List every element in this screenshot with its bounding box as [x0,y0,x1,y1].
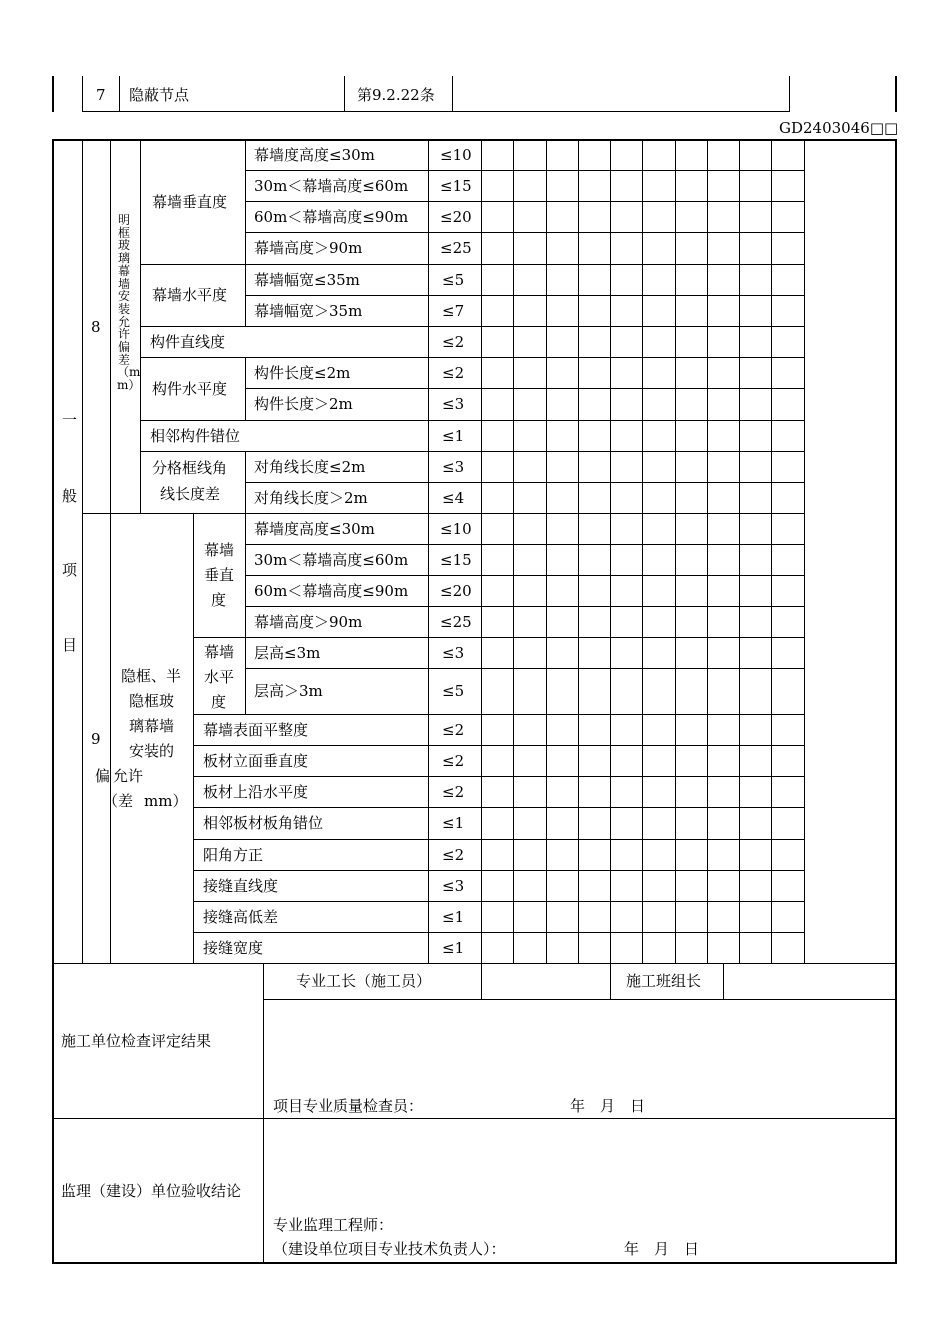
group-label-line: 分格框线角 [152,459,228,477]
limit: ≤2 [442,783,465,801]
item-9-title-line: 隐框玻 [129,692,175,710]
limit: ≤1 [442,908,465,926]
limit: ≤2 [442,752,465,770]
condition: 幕墙高度＞90m [254,613,363,631]
date-line: 年 月 日 [570,1097,646,1115]
group-label-line: 度 [211,591,227,609]
group-label-line: 线长度差 [160,485,221,503]
limit: ≤1 [442,814,465,832]
group-label: 相邻板材板角错位 [203,814,324,832]
limit: ≤1 [442,427,465,445]
team-leader-label: 施工班组长 [626,972,702,990]
limit: ≤10 [440,146,472,164]
limit: ≤3 [442,458,465,476]
condition: 层高≤3m [254,644,321,662]
top-row-item: 隐蔽节点 [129,86,190,104]
item-9-title-line: （差 [103,792,134,810]
group-label-line: 幕墙 [204,643,235,661]
item-9-title-line: 偏 [95,767,111,785]
category-char: 一 [62,411,78,429]
top-row-clause: 第9.2.22条 [357,86,435,104]
item-9-title-line: mm） [144,792,188,810]
group-label-line: 水平 [204,668,235,686]
condition: 幕墙度高度≤30m [254,520,375,538]
limit: ≤2 [442,721,465,739]
quality-inspector-label: 项目专业质量检查员： [273,1097,424,1115]
limit: ≤3 [442,644,465,662]
limit: ≤15 [440,551,472,569]
item-9-title-line: 允许 [113,767,144,785]
group-label-line: 幕墙 [204,541,235,559]
group-label: 接缝直线度 [203,877,279,895]
group-label-line: 垂直 [204,566,235,584]
condition: 幕墙度高度≤30m [254,146,375,164]
limit: ≤1 [442,939,465,957]
date-line: 年 月 日 [624,1240,700,1258]
limit: ≤2 [442,364,465,382]
group-label: 板材上沿水平度 [203,783,309,801]
limit: ≤20 [440,582,472,600]
condition: 层高＞3m [254,682,323,700]
group-label: 幕墙垂直度 [152,193,228,211]
condition: 幕墙幅宽＞35m [254,302,363,320]
owner-tech-label: （建设单位项目专业技术负责人）： [273,1240,506,1258]
condition: 30m＜幕墙高度≤60m [254,177,409,195]
limit: ≤10 [440,520,472,538]
condition: 60m＜幕墙高度≤90m [254,208,409,226]
limit: ≤5 [442,682,465,700]
limit: ≤20 [440,208,472,226]
supervising-engineer-label: 专业监理工程师： [273,1216,394,1234]
limit: ≤2 [442,333,465,351]
group-label: 板材立面垂直度 [203,752,309,770]
group-label: 接缝高低差 [203,908,279,926]
condition: 60m＜幕墙高度≤90m [254,582,409,600]
condition: 对角线长度≤2m [254,458,366,476]
group-label: 相邻构件错位 [150,427,241,445]
supervision-conclusion-label: 监理（建设）单位验收结论 [61,1182,242,1200]
limit: ≤3 [442,877,465,895]
condition: 构件长度≤2m [254,364,351,382]
group-label: 构件直线度 [150,333,226,351]
item-9-title-line: 璃幕墙 [129,717,175,735]
limit: ≤2 [442,846,465,864]
category-char: 项 [62,561,78,579]
group-label: 接缝宽度 [203,939,264,957]
item-number: 9 [91,730,101,748]
item-number: 8 [91,318,101,336]
limit: ≤25 [440,239,472,257]
category-char: 目 [62,636,78,654]
group-label: 阳角方正 [203,846,264,864]
limit: ≤5 [442,271,465,289]
item-9-title-line: 安装的 [129,742,175,760]
condition: 30m＜幕墙高度≤60m [254,551,409,569]
document-code: GD2403046□□ [779,119,899,137]
limit: ≤3 [442,395,465,413]
group-label: 幕墙水平度 [152,286,228,304]
limit: ≤4 [442,489,465,507]
foreman-label: 专业工长（施工员） [296,972,432,990]
group-label: 幕墙表面平整度 [203,721,309,739]
condition: 构件长度＞2m [254,395,353,413]
condition: 幕墙幅宽≤35m [254,271,360,289]
top-row-number: 7 [96,86,106,104]
limit: ≤15 [440,177,472,195]
group-label: 构件水平度 [152,380,228,398]
category-char: 般 [62,487,78,505]
condition: 幕墙高度＞90m [254,239,363,257]
group-label-line: 度 [211,693,227,711]
condition: 对角线长度＞2m [254,489,368,507]
limit: ≤25 [440,613,472,631]
item-9-title-line: 隐框、半 [121,667,182,685]
item-8-vertical-title: 明框玻璃幕墙安装允许偏差（mm） [117,213,141,393]
construction-result-label: 施工单位检查评定结果 [61,1032,212,1050]
limit: ≤7 [442,302,465,320]
